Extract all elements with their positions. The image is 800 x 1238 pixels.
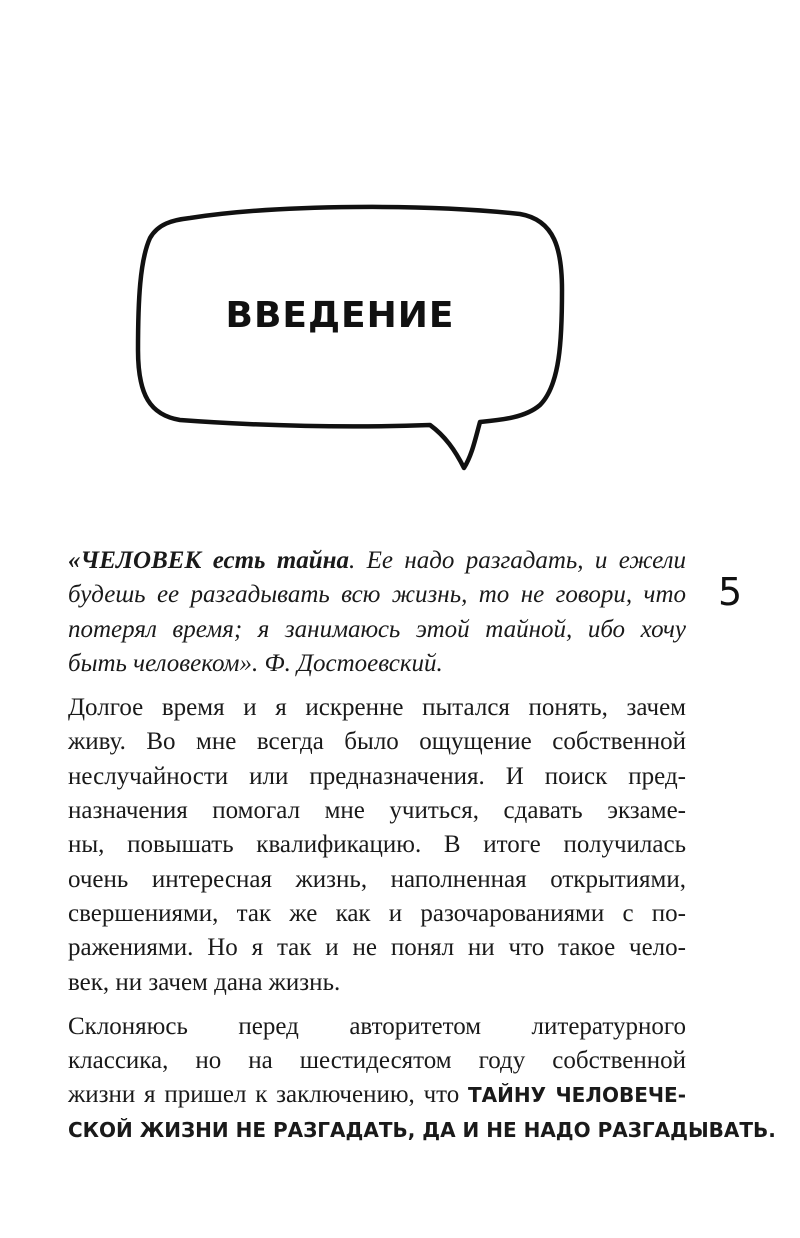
handwritten-emphasis: СКОЙ ЖИЗНИ НЕ РАЗГАДАТЬ, ДА И НЕ НАДО РАЗГАДЫВАТЬ.: [68, 1117, 776, 1142]
paragraph-line: очень интересная жизнь, наполненная открытиями,: [68, 865, 686, 893]
paragraph-text: жизни я пришел к заключению, что: [68, 1081, 469, 1109]
paragraph-line: живу. Во мне всегда было ощущение собственной: [68, 728, 686, 756]
epigraph-text: . Ее надо разгадать, и ежели: [349, 547, 686, 574]
paragraph-gap: [68, 681, 686, 691]
epigraph-line: [68, 544, 686, 578]
chapter-title: ВВЕДЕНИЕ: [225, 295, 455, 336]
paragraph-line: век, ни зачем дана жизнь.: [68, 968, 341, 996]
epigraph-emphasis: «ЧЕЛОВЕК есть тайна: [68, 547, 350, 574]
paragraph-line: [68, 1078, 686, 1112]
paragraph-line: ны, повышать квалификацию. В итоге получилась: [68, 831, 686, 859]
speech-bubble-icon: [130, 200, 570, 480]
paragraph-line: [68, 691, 686, 725]
paragraph-line: назначения помогал мне учиться, сдавать экзаме-: [68, 797, 686, 825]
epigraph-line: потерял время; я занимаюсь этой тайной, ибо хочу: [68, 615, 686, 643]
paragraph-gap: [68, 1000, 686, 1010]
paragraph-line: классика, но на шестидесятом году собственной: [68, 1047, 686, 1075]
handwritten-emphasis: ТАЙНУ ЧЕЛОВЕЧЕ-: [468, 1083, 686, 1108]
paragraph-text: Долгое время и я искренне пытался понять, зачем: [68, 694, 686, 722]
body-text: [68, 544, 776, 1147]
paragraph-line: свершениями, так же как и разочарованиями с по-: [68, 899, 686, 927]
paragraph-line: [68, 1113, 776, 1147]
paragraph-line: ражениями. Но я так и не понял ни что такое чело-: [68, 934, 686, 962]
paragraph-line: неслучайности или предназначения. И поиск пред-: [68, 762, 686, 790]
epigraph-line: быть человеком». Ф. Достоевский.: [68, 649, 443, 677]
paragraph-line: Склоняюсь перед авторитетом литературного: [68, 1012, 686, 1040]
page-number: 5: [718, 570, 743, 614]
epigraph-line: будешь ее разгадывать всю жизнь, то не говори, что: [68, 581, 686, 609]
